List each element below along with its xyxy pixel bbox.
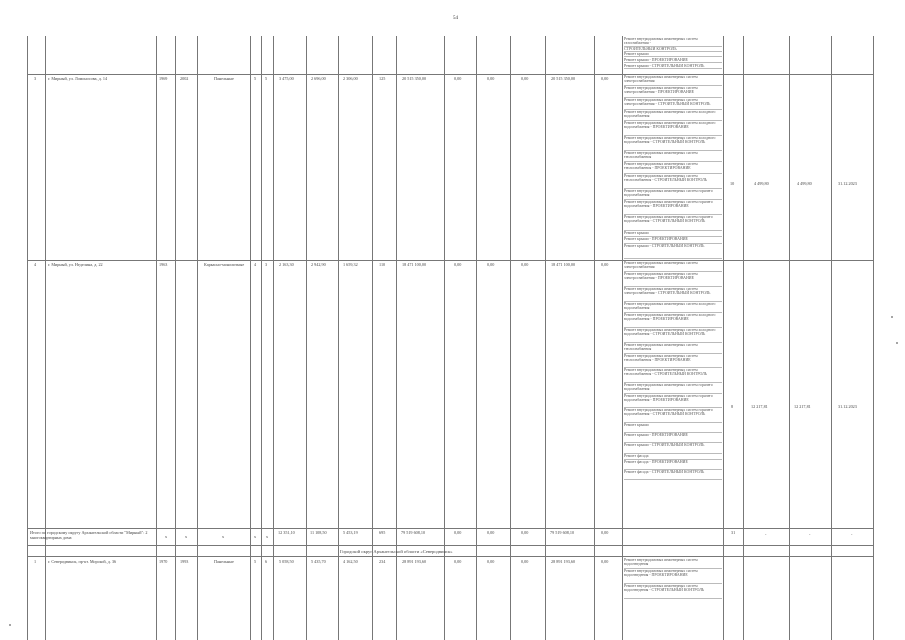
col-line xyxy=(261,36,262,640)
row-cost-owners: 18 471 100,00 xyxy=(551,262,576,267)
row-number: 4 xyxy=(34,262,37,267)
row-cost-fund: 0,00 xyxy=(454,559,462,564)
row-cost-other: 0,00 xyxy=(521,76,529,81)
row-cost-other: 0,00 xyxy=(521,559,529,564)
row-residential-area: 4 162,50 xyxy=(343,559,358,564)
work-item: Ремонт внутридомовых инженерных систем холодного водоснабжения - ПРОЕКТИРОВАНИЕ xyxy=(624,313,722,328)
col-line xyxy=(476,36,477,640)
total-x-mark: x xyxy=(254,534,257,539)
row-entrances: 6 xyxy=(265,559,268,564)
row-cost-total: 18 471 100,00 xyxy=(402,262,427,267)
total-cost: 79 519 608,10 xyxy=(401,530,426,535)
work-item: Ремонт внутридомовых инженерных систем холодного водоснабжения xyxy=(624,302,722,313)
total-residents: 695 xyxy=(379,530,386,535)
row-line xyxy=(27,74,873,75)
work-item: Ремонт внутридомовых инженерных систем холодного водоснабжения - СТРОИТЕЛЬНЫЙ КОНТРОЛЬ xyxy=(624,328,722,343)
row-deadline: 31.12.2023 xyxy=(838,404,857,409)
row-entrances: 5 xyxy=(265,76,268,81)
row-total-area: 3 475,00 xyxy=(279,76,294,81)
row-entrances: 3 xyxy=(265,262,268,267)
work-item: Ремонт внутридомовых инженерных систем горячего водоснабжения - СТРОИТЕЛЬНЫЙ КОНТРОЛЬ xyxy=(624,215,722,231)
total-work-count: 31 xyxy=(731,530,736,535)
total-x-mark: x xyxy=(266,534,269,539)
row-cost-owners: 28 891 193,60 xyxy=(551,559,576,564)
work-item: Ремонт внутридомовых инженерных систем горячего водоснабжения - ПРОЕКТИРОВАНИЕ xyxy=(624,394,722,408)
col-line xyxy=(306,36,307,640)
work-item: Ремонт крыши - ПРОЕКТИРОВАНИЕ xyxy=(624,58,722,63)
row-unit-cost: 12 217,81 xyxy=(751,404,768,409)
col-line xyxy=(789,36,790,640)
col-line xyxy=(338,36,339,640)
row-floors: 5 xyxy=(254,76,257,81)
row-deadline: 31.12.2023 xyxy=(838,181,857,186)
total-dash: - xyxy=(765,532,767,537)
total-cost-fund: 0,00 xyxy=(454,530,462,535)
col-line xyxy=(622,36,623,640)
work-item: Ремонт фасада - СТРОИТЕЛЬНЫЙ КОНТРОЛЬ xyxy=(624,470,722,480)
row-year-built: 1963 xyxy=(159,262,168,267)
row-residential-area: 2 306,00 xyxy=(343,76,358,81)
row-cost-budget: 0,00 xyxy=(487,559,495,564)
work-item: Ремонт внутридомовых инженерных систем электроснабжения - ПРОЕКТИРОВАНИЕ xyxy=(624,272,722,287)
col-line xyxy=(510,36,511,640)
total-cost-other: 0,00 xyxy=(521,530,529,535)
work-item: Ремонт фасада - ПРОЕКТИРОВАНИЕ xyxy=(624,460,722,470)
row-work-count: 8 xyxy=(731,404,734,409)
row-line xyxy=(27,556,873,557)
total-area: 12 351,10 xyxy=(278,530,295,535)
work-item: Ремонт внутридомовых инженерных систем горячего водоснабжения - СТРОИТЕЛЬНЫЙ КОНТРОЛЬ xyxy=(624,408,722,423)
col-line xyxy=(273,36,274,640)
row-floors: 5 xyxy=(254,559,257,564)
row-year-built: 1970 xyxy=(159,559,168,564)
total-label: Итого по городскому округу Архангельской области "Мирный": 2 многоквартирных дома xyxy=(30,530,148,540)
page-number: 54 xyxy=(453,16,458,21)
row-line xyxy=(27,260,873,261)
row-address: г. Мирный, ул. Неделина, д. 22 xyxy=(48,262,103,267)
total-cost-owners: 79 519 608,10 xyxy=(550,530,575,535)
row-wall-material: Каркасно-монолитные xyxy=(204,262,245,267)
table-border-right xyxy=(873,36,874,640)
row-floors: 4 xyxy=(254,262,257,267)
row-premises-area: 5 435,70 xyxy=(311,559,326,564)
scan-speck xyxy=(896,342,898,344)
row-total-area: 5 058,50 xyxy=(279,559,294,564)
row-year-reconstruction: 1993 xyxy=(180,559,189,564)
work-item: Ремонт внутридомовых инженерных систем теплоснабжения xyxy=(624,343,722,354)
work-item: Ремонт крыши - СТРОИТЕЛЬНЫЙ КОНТРОЛЬ xyxy=(624,443,722,454)
row-premises-area: 2 696,00 xyxy=(311,76,326,81)
work-item: Ремонт внутридомовых инженерных систем водоотведения - СТРОИТЕЛЬНЫЙ КОНТРОЛЬ xyxy=(624,584,722,599)
total-x-mark: x xyxy=(222,534,225,539)
work-item: Ремонт крыши xyxy=(624,52,722,57)
total-premises-area: 11 108,50 xyxy=(310,530,327,535)
row-line xyxy=(27,528,873,529)
row-max-cost: 4 499,80 xyxy=(797,181,812,186)
row-work-count: 10 xyxy=(730,181,735,186)
row-cost-total: 20 515 350,00 xyxy=(402,76,427,81)
work-item: Ремонт внутридомовых инженерных систем электроснабжения xyxy=(624,261,722,272)
work-item: СТРОИТЕЛЬНЫЙ КОНТРОЛЬ xyxy=(624,47,722,52)
scan-speck xyxy=(891,316,893,318)
row-residents: 234 xyxy=(379,559,386,564)
work-item: Ремонт внутридомовых инженерных систем электроснабжения xyxy=(624,75,722,86)
work-item: Ремонт внутридомовых инженерных систем газоснабжения - xyxy=(624,37,722,47)
row-cost-other: 0,00 xyxy=(521,262,529,267)
row-total-area: 2 163,30 xyxy=(279,262,294,267)
section-title: Городской округ Архангельской области «Северодвинск» xyxy=(340,549,453,554)
row-cost-fund: 0,00 xyxy=(454,76,462,81)
row-premises-area: 2 942,90 xyxy=(311,262,326,267)
work-item: Ремонт фасада xyxy=(624,454,722,460)
row-cost-extra: 0,00 xyxy=(601,262,609,267)
row-cost-budget: 0,00 xyxy=(487,76,495,81)
row-address: г. Северодвинск, пр-кт. Морской, д. 36 xyxy=(48,559,117,564)
work-item: Ремонт внутридомовых инженерных систем электроснабжения - СТРОИТЕЛЬНЫЙ КОНТРОЛЬ xyxy=(624,98,722,110)
work-item: Ремонт крыши - ПРОЕКТИРОВАНИЕ xyxy=(624,237,722,244)
row-cost-budget: 0,00 xyxy=(487,262,495,267)
col-line xyxy=(743,36,744,640)
col-line xyxy=(250,36,251,640)
scan-speck xyxy=(9,624,11,626)
col-line xyxy=(45,36,46,640)
work-item: Ремонт внутридомовых инженерных систем холодного водоснабжения - ПРОЕКТИРОВАНИЕ xyxy=(624,121,722,136)
work-item: Ремонт внутридомовых инженерных систем водоотведения xyxy=(624,558,722,569)
work-item: Ремонт крыши xyxy=(624,231,722,237)
row-unit-cost: 4 499,80 xyxy=(754,181,769,186)
col-line xyxy=(545,36,546,640)
row-wall-material: Панельные xyxy=(214,559,234,564)
col-line xyxy=(594,36,595,640)
row-cost-fund: 0,00 xyxy=(454,262,462,267)
row-number: 1 xyxy=(34,559,37,564)
work-item: Ремонт крыши - ПРОЕКТИРОВАНИЕ xyxy=(624,433,722,443)
row-cost-total: 28 891 193,60 xyxy=(402,559,427,564)
work-item: Ремонт внутридомовых инженерных систем горячего водоснабжения - ПРОЕКТИРОВАНИЕ xyxy=(624,200,722,215)
table-border-left xyxy=(27,36,28,640)
col-line xyxy=(723,36,724,640)
total-dash: - xyxy=(851,532,853,537)
work-item: Ремонт внутридомовых инженерных систем теплоснабжения - СТРОИТЕЛЬНЫЙ КОНТРОЛЬ xyxy=(624,368,722,383)
total-residential-area: 5 453,19 xyxy=(343,530,358,535)
work-item: Ремонт внутридомовых инженерных систем водоотведения - ПРОЕКТИРОВАНИЕ xyxy=(624,569,722,584)
work-item: Ремонт крыши - СТРОИТЕЛЬНЫЙ КОНТРОЛЬ xyxy=(624,64,722,69)
col-line xyxy=(156,36,157,640)
row-wall-material: Панельные xyxy=(214,76,234,81)
row-residents: 110 xyxy=(379,262,386,267)
col-line xyxy=(175,36,176,640)
total-dash: - xyxy=(809,532,811,537)
work-item: Ремонт внутридомовых инженерных систем горячего водоснабжения xyxy=(624,189,722,200)
work-item: Ремонт внутридомовых инженерных систем теплоснабжения - СТРОИТЕЛЬНЫЙ КОНТРОЛЬ xyxy=(624,174,722,189)
row-cost-extra: 0,00 xyxy=(601,559,609,564)
total-x-mark: x xyxy=(185,534,188,539)
row-cost-extra: 0,00 xyxy=(601,76,609,81)
row-cost-owners: 20 515 350,00 xyxy=(551,76,576,81)
work-item: Ремонт внутридомовых инженерных систем горячего водоснабжения xyxy=(624,383,722,394)
work-item: Ремонт внутридомовых инженерных систем теплоснабжения - ПРОЕКТИРОВАНИЕ xyxy=(624,162,722,174)
work-item: Ремонт крыши - СТРОИТЕЛЬНЫЙ КОНТРОЛЬ xyxy=(624,244,722,259)
work-item: Ремонт внутридомовых инженерных систем холодного водоснабжения - СТРОИТЕЛЬНЫЙ КОНТРОЛЬ xyxy=(624,136,722,151)
row-address: г. Мирный, ул. Ломоносова, д. 14 xyxy=(48,76,108,81)
total-x-mark: x xyxy=(165,534,168,539)
col-line xyxy=(197,36,198,640)
row-year-reconstruction: 2002 xyxy=(180,76,189,81)
work-item: Ремонт крыши xyxy=(624,423,722,433)
row-residents: 125 xyxy=(379,76,386,81)
work-item: Ремонт внутридомовых инженерных систем теплоснабжения xyxy=(624,151,722,162)
row-line xyxy=(27,545,873,546)
work-item: Ремонт внутридомовых инженерных систем холодного водоснабжения xyxy=(624,110,722,121)
row-max-cost: 12 217,81 xyxy=(794,404,811,409)
row-residential-area: 1 659,32 xyxy=(343,262,358,267)
col-line xyxy=(831,36,832,640)
row-number: 3 xyxy=(34,76,37,81)
total-cost-extra: 0,00 xyxy=(601,530,609,535)
total-cost-budget: 0,00 xyxy=(487,530,495,535)
work-item: Ремонт внутридомовых инженерных систем теплоснабжения - ПРОЕКТИРОВАНИЕ xyxy=(624,354,722,368)
work-item: Ремонт внутридомовых инженерных систем электроснабжения - СТРОИТЕЛЬНЫЙ КОНТРОЛЬ xyxy=(624,287,722,302)
row-year-built: 1969 xyxy=(159,76,168,81)
work-item: Ремонт внутридомовых инженерных систем электроснабжения - ПРОЕКТИРОВАНИЕ xyxy=(624,86,722,98)
